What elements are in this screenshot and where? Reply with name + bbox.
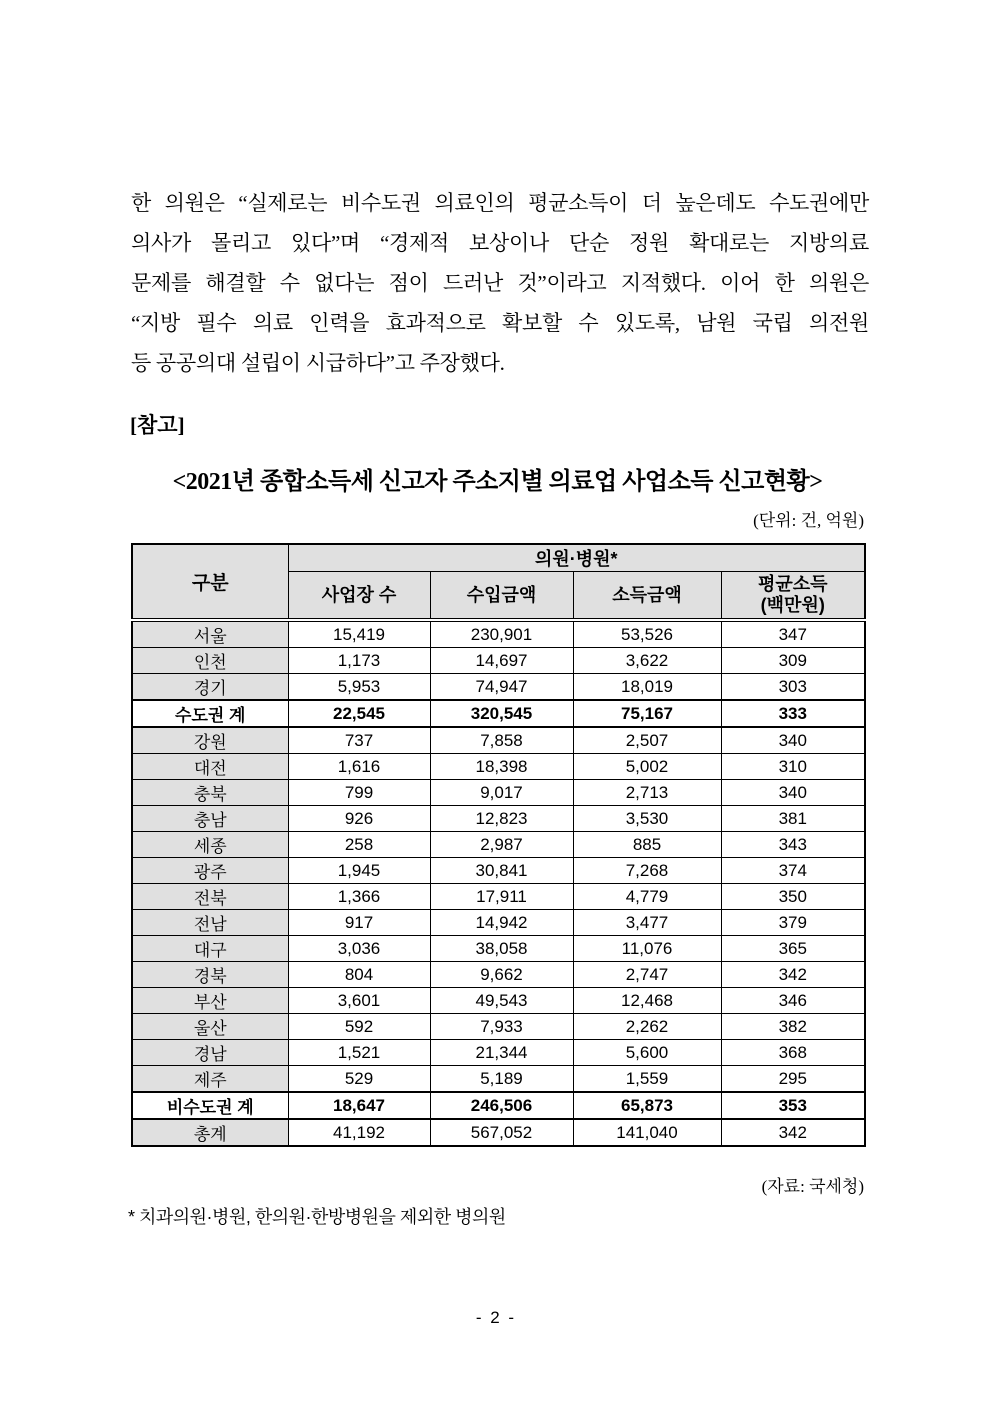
- table-row: [132, 620, 865, 648]
- value-cell: 21,344: [430, 1040, 573, 1066]
- value-cell: 885: [573, 832, 721, 858]
- value-cell: 141,040: [573, 1119, 721, 1146]
- table-row: [132, 674, 865, 701]
- table-row: [132, 1014, 865, 1040]
- region-cell: 울산: [132, 1014, 288, 1040]
- value-cell: 14,942: [430, 910, 573, 936]
- body-paragraph: [131, 183, 869, 383]
- table-row: [132, 962, 865, 988]
- value-cell: 926: [288, 806, 430, 832]
- value-cell: 18,019: [573, 674, 721, 701]
- value-cell: 5,002: [573, 754, 721, 780]
- value-cell: 65,873: [573, 1092, 721, 1119]
- value-cell: 1,366: [288, 884, 430, 910]
- value-cell: 18,398: [430, 754, 573, 780]
- paragraph-line: 문제를 해결할 수 없다는 점이 드러난 것”이라고 지적했다. 이어 한 의원은: [131, 271, 869, 295]
- region-cell: 제주: [132, 1066, 288, 1093]
- table-row: [132, 806, 865, 832]
- value-cell: 3,530: [573, 806, 721, 832]
- region-cell: 수도권 계: [132, 700, 288, 727]
- value-cell: 5,189: [430, 1066, 573, 1093]
- value-cell: 2,507: [573, 727, 721, 754]
- value-cell: 246,506: [430, 1092, 573, 1119]
- table-row: [132, 754, 865, 780]
- value-cell: 2,713: [573, 780, 721, 806]
- value-cell: 5,953: [288, 674, 430, 701]
- region-cell: 부산: [132, 988, 288, 1014]
- table-row: [132, 780, 865, 806]
- value-cell: 1,616: [288, 754, 430, 780]
- value-cell: 374: [721, 858, 865, 884]
- footnote: * 치과의원·병원, 한의원·한방병원을 제외한 병의원: [128, 1207, 506, 1227]
- value-cell: 75,167: [573, 700, 721, 727]
- value-cell: 309: [721, 648, 865, 674]
- value-cell: 74,947: [430, 674, 573, 701]
- value-cell: 3,622: [573, 648, 721, 674]
- value-cell: 3,036: [288, 936, 430, 962]
- table-summary-row: [132, 1092, 865, 1119]
- paragraph-line: “지방 필수 의료 인력을 효과적으로 확보할 수 있도록, 남원 국립 의전원: [131, 311, 869, 335]
- value-cell: 3,477: [573, 910, 721, 936]
- table-row: [132, 910, 865, 936]
- reference-label: [참고]: [130, 413, 185, 437]
- page-number: - 2 -: [475, 1308, 517, 1327]
- value-cell: 1,521: [288, 1040, 430, 1066]
- region-cell: 전남: [132, 910, 288, 936]
- region-cell: 충북: [132, 780, 288, 806]
- value-cell: 9,017: [430, 780, 573, 806]
- value-cell: 592: [288, 1014, 430, 1040]
- value-cell: 365: [721, 936, 865, 962]
- value-cell: 379: [721, 910, 865, 936]
- region-cell: 강원: [132, 727, 288, 754]
- value-cell: 7,858: [430, 727, 573, 754]
- table-row: [132, 884, 865, 910]
- value-cell: 799: [288, 780, 430, 806]
- value-cell: 18,647: [288, 1092, 430, 1119]
- value-cell: 49,543: [430, 988, 573, 1014]
- region-cell: 대구: [132, 936, 288, 962]
- value-cell: 53,526: [573, 620, 721, 648]
- source-note: (자료: 국세청): [761, 1177, 864, 1196]
- value-cell: 2,987: [430, 832, 573, 858]
- region-cell: 인천: [132, 648, 288, 674]
- header-average-income-line1: 평균소득: [757, 574, 828, 594]
- value-cell: 258: [288, 832, 430, 858]
- value-cell: 529: [288, 1066, 430, 1093]
- value-cell: 15,419: [288, 620, 430, 648]
- value-cell: 310: [721, 754, 865, 780]
- region-cell: 경북: [132, 962, 288, 988]
- unit-note: (단위: 건, 억원): [753, 511, 864, 530]
- value-cell: 333: [721, 700, 865, 727]
- value-cell: 737: [288, 727, 430, 754]
- value-cell: 17,911: [430, 884, 573, 910]
- paragraph-line: 한 의원은 “실제로는 비수도권 의료인의 평균소득이 더 높은데도 수도권에만: [131, 191, 869, 215]
- value-cell: 917: [288, 910, 430, 936]
- value-cell: 320,545: [430, 700, 573, 727]
- header-gubun: 구분: [132, 544, 288, 620]
- table-row: [132, 988, 865, 1014]
- table-row: [132, 1040, 865, 1066]
- value-cell: 340: [721, 780, 865, 806]
- value-cell: 567,052: [430, 1119, 573, 1146]
- value-cell: 2,747: [573, 962, 721, 988]
- header-revenue: 수입금액: [430, 572, 573, 621]
- value-cell: 1,173: [288, 648, 430, 674]
- value-cell: 381: [721, 806, 865, 832]
- value-cell: 1,945: [288, 858, 430, 884]
- value-cell: 353: [721, 1092, 865, 1119]
- value-cell: 350: [721, 884, 865, 910]
- value-cell: 38,058: [430, 936, 573, 962]
- value-cell: 346: [721, 988, 865, 1014]
- region-cell: 총계: [132, 1119, 288, 1146]
- value-cell: 12,468: [573, 988, 721, 1014]
- table-summary-row: [132, 700, 865, 727]
- table-row: [132, 1066, 865, 1093]
- region-cell: 대전: [132, 754, 288, 780]
- value-cell: 342: [721, 962, 865, 988]
- region-cell: 서울: [132, 620, 288, 648]
- region-cell: 경기: [132, 674, 288, 701]
- header-average-income-line2: (백만원): [760, 595, 825, 615]
- header-income: 소득금액: [573, 572, 721, 621]
- value-cell: 340: [721, 727, 865, 754]
- value-cell: 1,559: [573, 1066, 721, 1093]
- value-cell: 342: [721, 1119, 865, 1146]
- value-cell: 382: [721, 1014, 865, 1040]
- header-average-income: [721, 572, 865, 621]
- table-row: [132, 858, 865, 884]
- table-row: [132, 727, 865, 754]
- paragraph-line: 의사가 몰리고 있다”며 “경제적 보상이나 단순 정원 확대로는 지방의료: [131, 231, 869, 255]
- value-cell: 7,268: [573, 858, 721, 884]
- value-cell: 14,697: [430, 648, 573, 674]
- value-cell: 2,262: [573, 1014, 721, 1040]
- value-cell: 343: [721, 832, 865, 858]
- value-cell: 30,841: [430, 858, 573, 884]
- value-cell: 804: [288, 962, 430, 988]
- table-row: [132, 1119, 865, 1146]
- header-clinic-hospital-group: 의원·병원*: [288, 544, 865, 572]
- value-cell: 368: [721, 1040, 865, 1066]
- value-cell: 11,076: [573, 936, 721, 962]
- value-cell: 3,601: [288, 988, 430, 1014]
- region-cell: 비수도권 계: [132, 1092, 288, 1119]
- value-cell: 9,662: [430, 962, 573, 988]
- value-cell: 12,823: [430, 806, 573, 832]
- income-table: [131, 543, 866, 1147]
- value-cell: 303: [721, 674, 865, 701]
- value-cell: 5,600: [573, 1040, 721, 1066]
- header-business-count: 사업장 수: [288, 572, 430, 621]
- value-cell: 347: [721, 620, 865, 648]
- value-cell: 7,933: [430, 1014, 573, 1040]
- region-cell: 충남: [132, 806, 288, 832]
- paragraph-line: 등 공공의대 설립이 시급하다”고 주장했다.: [131, 351, 505, 375]
- region-cell: 광주: [132, 858, 288, 884]
- value-cell: 22,545: [288, 700, 430, 727]
- value-cell: 295: [721, 1066, 865, 1093]
- value-cell: 4,779: [573, 884, 721, 910]
- table-row: [132, 832, 865, 858]
- region-cell: 세종: [132, 832, 288, 858]
- table-title: <2021년 종합소득세 신고자 주소지별 의료업 사업소득 신고현황>: [172, 469, 823, 495]
- table-row: [132, 936, 865, 962]
- region-cell: 전북: [132, 884, 288, 910]
- table-header-row-1: [132, 544, 865, 572]
- value-cell: 41,192: [288, 1119, 430, 1146]
- value-cell: 230,901: [430, 620, 573, 648]
- table-row: [132, 648, 865, 674]
- region-cell: 경남: [132, 1040, 288, 1066]
